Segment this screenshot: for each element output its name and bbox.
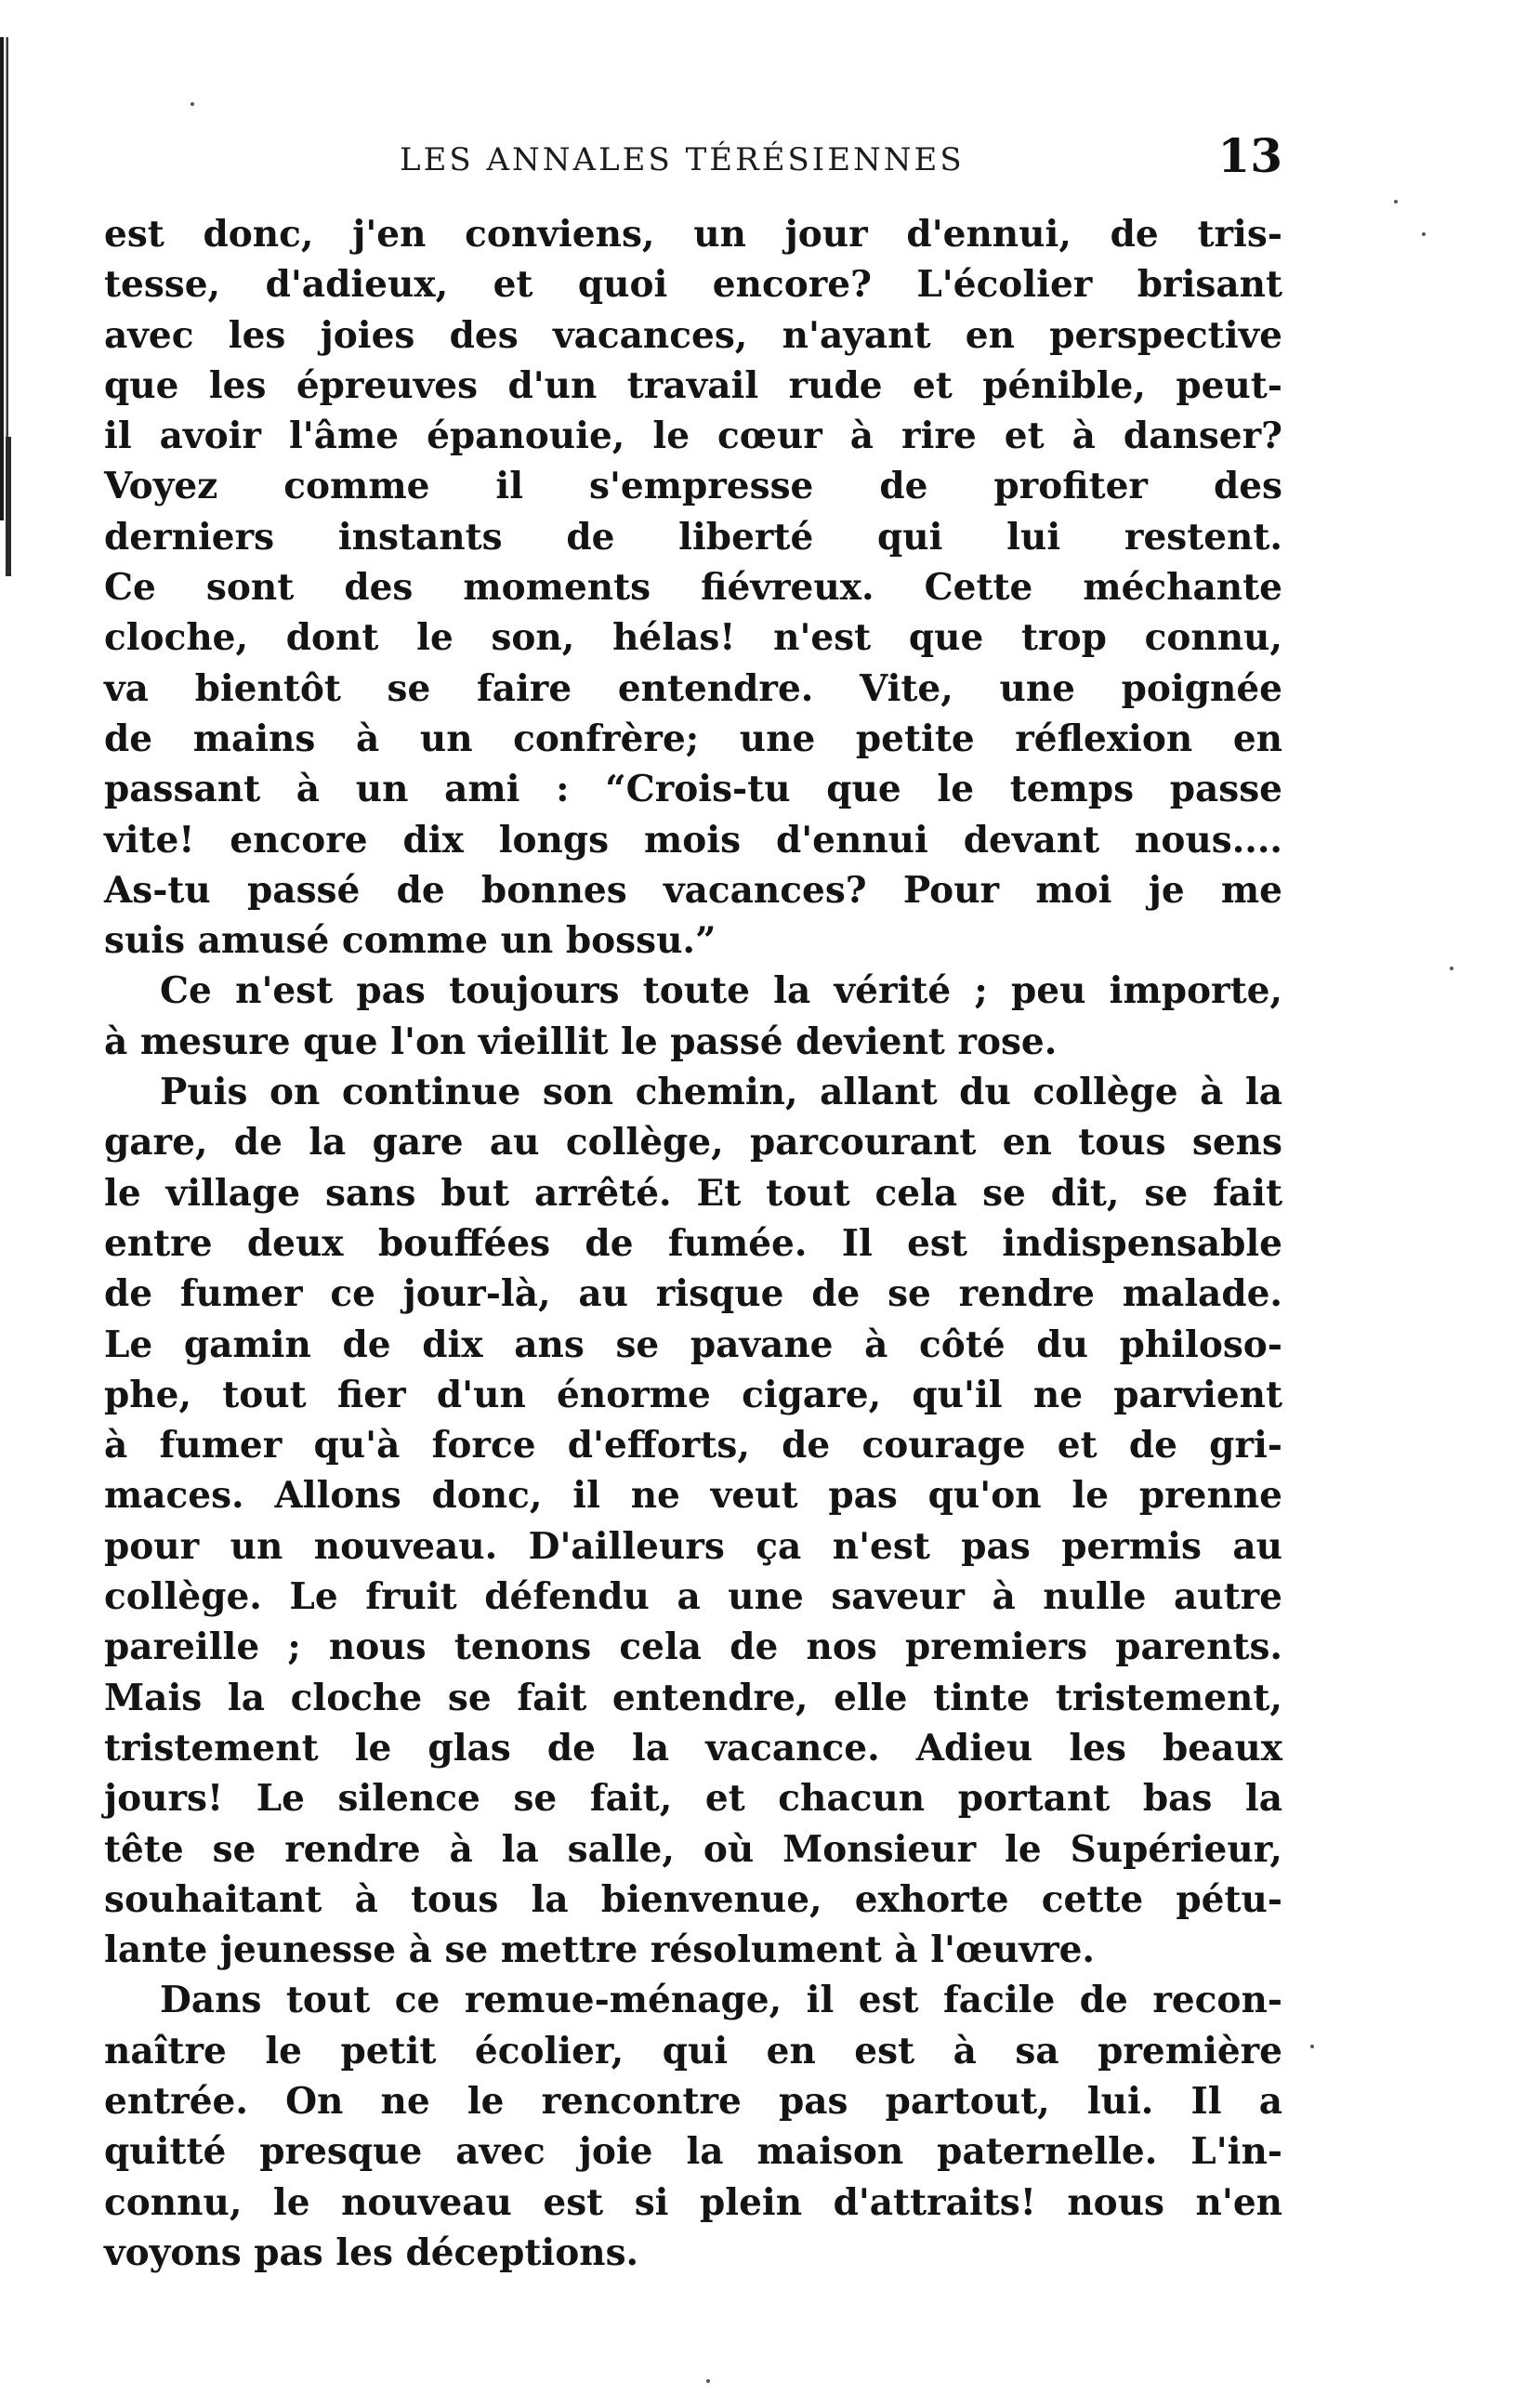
text-line: est donc, j'en conviens, un jour d'ennui, de tris- (104, 213, 1282, 256)
text-line: jours! Le silence se fait, et chacun portant bas la (104, 1777, 1282, 1821)
text-line: Ce sont des moments fiévreux. Cette méchante (104, 566, 1282, 610)
text-line: le village sans but arrêté. Et tout cela se dit, se fait (104, 1171, 1282, 1215)
text-line: vite! encore dix longs mois d'ennui devant nous.... (104, 818, 1282, 862)
page-header (400, 128, 1282, 197)
text-line: à mesure que l'on vieillit le passé devient rose. (104, 1020, 1058, 1063)
text-line: As-tu passé de bonnes vacances? Pour moi je me (104, 868, 1282, 912)
page-number: 13 (1217, 128, 1282, 183)
text-line: avec les joies des vacances, n'ayant en perspective (104, 313, 1282, 357)
text-line: lante jeunesse à se mettre résolument à l'œuvre. (104, 1928, 1096, 1972)
text-line: pareille ; nous tenons cela de nos premiers parents. (104, 1625, 1282, 1669)
text-line: Ce n'est pas toujours toute la vérité ; peu importe, (160, 969, 1282, 1013)
text-line: connu, le nouveau est si plein d'attraits! nous n'en (104, 2180, 1282, 2224)
text-line: collège. Le fruit défendu a une saveur à nulle autre (104, 1575, 1282, 1619)
print-speck (1422, 232, 1426, 236)
print-speck (191, 102, 194, 106)
running-head: LES ANNALES TÉRÉSIENNES (400, 141, 965, 178)
text-line: pour un nouveau. D'ailleurs ça n'est pas permis au (104, 1524, 1282, 1568)
text-line: de fumer ce jour-là, au risque de se rendre malade. (104, 1272, 1282, 1316)
text-line: va bientôt se faire entendre. Vite, une poignée (104, 666, 1282, 710)
text-line: voyons pas les déceptions. (104, 2230, 639, 2274)
text-line: cloche, dont le son, hélas! n'est que trop connu, (104, 616, 1282, 660)
text-line: de mains à un confrère; une petite réflexion en (104, 717, 1282, 760)
text-line: il avoir l'âme épanouie, le cœur à rire et à danser? (104, 414, 1282, 458)
text-line: entre deux bouffées de fumée. Il est indispensable (104, 1221, 1282, 1265)
text-line: Le gamin de dix ans se pavane à côté du philoso- (104, 1322, 1282, 1366)
print-speck (706, 2379, 710, 2383)
text-line: tête se rendre à la salle, où Monsieur le Supérieur, (104, 1827, 1282, 1871)
text-line: gare, de la gare au collège, parcourant en tous sens (104, 1121, 1282, 1165)
text-line: tristement le glas de la vacance. Adieu les beaux (104, 1726, 1282, 1770)
print-speck (1450, 967, 1453, 970)
text-line: naître le petit écolier, qui en est à sa première (104, 2029, 1282, 2072)
text-line: souhaitant à tous la bienvenue, exhorte cette pétu- (104, 1877, 1282, 1921)
body-text (104, 209, 1282, 2278)
text-line: quitté presque avec joie la maison paternelle. L'in- (104, 2130, 1282, 2174)
text-line: Dans tout ce remue-ménage, il est facile de recon- (160, 1979, 1282, 2022)
text-line: Puis on continue son chemin, allant du collège à la (160, 1071, 1282, 1114)
text-line: Mais la cloche se fait entendre, elle tinte tristement, (104, 1676, 1282, 1719)
text-line: Voyez comme il s'empresse de profiter des (104, 465, 1282, 508)
text-line: entrée. On ne le rencontre pas partout, lui. Il a (104, 2079, 1282, 2123)
text-line: derniers instants de liberté qui lui restent. (104, 515, 1282, 559)
text-line: tesse, d'adieux, et quoi encore? L'écolier brisant (104, 263, 1282, 307)
text-line: passant à un ami : “Crois-tu que le temps passe (104, 768, 1282, 811)
text-line: suis amusé comme un bossu.” (104, 919, 716, 963)
print-speck (1394, 200, 1398, 204)
text-line: phe, tout fier d'un énorme cigare, qu'il ne parvient (104, 1373, 1282, 1416)
text-line: que les épreuves d'un travail rude et pénible, peut- (104, 363, 1282, 407)
print-speck (1310, 2045, 1314, 2048)
text-line: à fumer qu'à force d'efforts, de courage et de gri- (104, 1424, 1282, 1467)
text-line: maces. Allons donc, il ne veut pas qu'on le prenne (104, 1474, 1282, 1518)
page-gutter-shadow-lower (6, 437, 11, 576)
